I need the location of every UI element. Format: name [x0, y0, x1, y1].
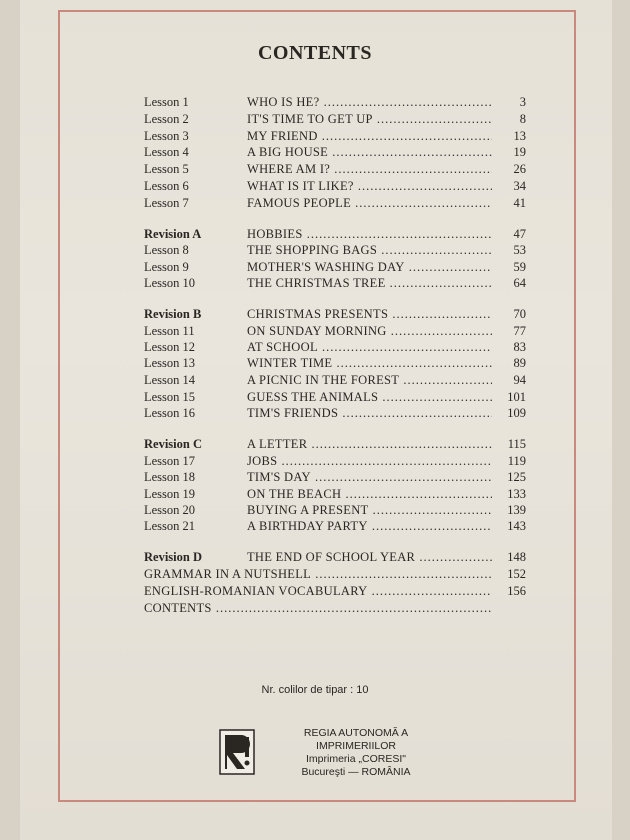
toc-entry-page: 70	[513, 307, 526, 321]
toc-entry	[0, 94, 630, 110]
toc-entry-page: 119	[507, 454, 526, 468]
toc-entry	[0, 111, 630, 127]
toc-entry-page: 53	[513, 243, 526, 257]
toc-entry-label: Lesson 15	[144, 390, 196, 404]
toc-entry	[0, 436, 630, 452]
toc-entry-title: TIM'S DAY .....	[247, 469, 492, 485]
toc-entry-label: Lesson 16	[144, 406, 196, 420]
toc-entry-page: 148	[507, 550, 526, 564]
toc-entry-title: BUYING A PRESENT .....	[247, 502, 492, 518]
toc-entry-page: 77	[513, 324, 526, 338]
toc-entry-title: THE CHRISTMAS TREE .....	[247, 275, 492, 291]
toc-entry	[0, 389, 630, 405]
toc-entry	[0, 486, 630, 502]
toc-entry-title: ON SUNDAY MORNING .....	[247, 323, 492, 339]
toc-entry	[0, 502, 630, 518]
toc-entry-page: 83	[513, 340, 526, 354]
toc-entry-label: Lesson 20	[144, 503, 196, 517]
toc-entry	[0, 242, 630, 258]
toc-entry	[0, 226, 630, 242]
toc-entry-label: Lesson 21	[144, 519, 196, 533]
toc-entry-title: GUESS THE ANIMALS .....	[247, 389, 492, 405]
toc-entry-title: TIM'S FRIENDS .....	[247, 405, 492, 421]
toc-entry	[0, 372, 630, 388]
toc-entry-label: Lesson 4	[144, 145, 189, 159]
toc-entry	[0, 339, 630, 355]
toc-entry-title: THE SHOPPING BAGS .....	[247, 242, 492, 258]
toc-entry	[0, 355, 630, 371]
toc-entry-page: 133	[507, 487, 526, 501]
toc-entry-label: Lesson 8	[144, 243, 189, 257]
toc-entry-page: 89	[513, 356, 526, 370]
toc-entry	[0, 453, 630, 469]
toc-entry-title: MOTHER'S WASHING DAY .....	[247, 259, 492, 275]
publisher-line: IMPRIMERIILOR	[316, 740, 396, 752]
toc-entry	[0, 583, 630, 599]
toc-entry-page: 64	[513, 276, 526, 290]
publisher-line: Imprimeria „CORESI"	[306, 753, 406, 765]
toc-entry-title: A LETTER .....	[247, 436, 492, 452]
publisher-line: Bucureşti — ROMÂNIA	[301, 766, 411, 778]
toc-entry-page: 41	[513, 196, 526, 210]
toc-entry-label: Lesson 7	[144, 196, 189, 210]
toc-entry-page: 47	[513, 227, 526, 241]
publisher-logo-icon	[219, 729, 255, 775]
toc-entry-title: JOBS .....	[247, 453, 492, 469]
toc-entry-label: Lesson 14	[144, 373, 196, 387]
toc-entry-page: 125	[507, 470, 526, 484]
toc-entry	[0, 161, 630, 177]
toc-entry-label: Revision C	[144, 437, 202, 451]
toc-entry-label: Lesson 18	[144, 470, 196, 484]
publisher-line: REGIA AUTONOMĂ A	[303, 727, 409, 739]
toc-entry	[0, 600, 630, 616]
toc-entry-page: 13	[513, 129, 526, 143]
toc-entry-title: GRAMMAR IN A NUTSHELL .....	[144, 566, 492, 582]
toc-entry-label: Lesson 5	[144, 162, 189, 176]
toc-entry-page: 3	[519, 95, 526, 109]
toc-entry	[0, 144, 630, 160]
toc-entry-label: Lesson 2	[144, 112, 189, 126]
toc-entry-label: Lesson 10	[144, 276, 196, 290]
toc-entry-page: 115	[507, 437, 526, 451]
toc-entry-page: 94	[513, 373, 526, 387]
publisher-info	[266, 727, 446, 779]
toc-entry-label: Lesson 17	[144, 454, 196, 468]
toc-entry-label: Lesson 3	[144, 129, 189, 143]
toc-entry	[0, 566, 630, 582]
toc-entry-page: 143	[507, 519, 526, 533]
toc-entry-title: A PICNIC IN THE FOREST .....	[247, 372, 492, 388]
toc-entry-title: ON THE BEACH .....	[247, 486, 492, 502]
toc-entry-title: FAMOUS PEOPLE .....	[247, 195, 492, 211]
toc-entry-label: Lesson 19	[144, 487, 196, 501]
toc-entry	[0, 306, 630, 322]
toc-entry-title: WINTER TIME .....	[247, 355, 492, 371]
toc-entry-page: 109	[507, 406, 526, 420]
toc-entry-label: Lesson 11	[144, 324, 195, 338]
toc-entry-label: Revision A	[144, 227, 202, 241]
toc-entry-title: WHERE AM I? .....	[247, 161, 492, 177]
toc-entry	[0, 518, 630, 534]
toc-entry-label: Lesson 12	[144, 340, 196, 354]
toc-entry-label: Lesson 13	[144, 356, 196, 370]
toc-entry	[0, 275, 630, 291]
toc-entry	[0, 405, 630, 421]
toc-entry-page: 8	[519, 112, 526, 126]
printing-sheets-note: Nr. colilor de tipar : 10	[261, 684, 369, 696]
toc-entry-page: 34	[513, 179, 526, 193]
toc-entry-title: A BIG HOUSE .....	[247, 144, 492, 160]
toc-entry-label: Revision D	[144, 550, 202, 564]
toc-entry-title: A BIRTHDAY PARTY .....	[247, 518, 492, 534]
toc-entry	[0, 259, 630, 275]
toc-entry-title: IT'S TIME TO GET UP .....	[247, 111, 492, 127]
toc-entry-title: WHO IS HE? .....	[247, 94, 492, 110]
toc-entry-page: 156	[507, 584, 526, 598]
toc-entry-title: AT SCHOOL .....	[247, 339, 492, 355]
toc-entry	[0, 178, 630, 194]
toc-entry-label: Lesson 9	[144, 260, 189, 274]
toc-entry-title: WHAT IS IT LIKE? .....	[247, 178, 492, 194]
toc-entry-title: MY FRIEND .....	[247, 128, 492, 144]
toc-entry-page: 152	[507, 567, 526, 581]
toc-entry-title: HOBBIES .....	[247, 226, 492, 242]
toc-entry	[0, 195, 630, 211]
toc-entry-page: 101	[507, 390, 526, 404]
toc-entry-label: Lesson 6	[144, 179, 189, 193]
toc-entry-title: CHRISTMAS PRESENTS .....	[247, 306, 492, 322]
toc-entry-label: Revision B	[144, 307, 202, 321]
toc-entry-page: 59	[513, 260, 526, 274]
toc-entry-label: Lesson 1	[144, 95, 189, 109]
toc-entry-page: 19	[513, 145, 526, 159]
toc-entry-page: 139	[507, 503, 526, 517]
toc-entry-title: ENGLISH-ROMANIAN VOCABULARY .....	[144, 583, 492, 599]
toc-entry	[0, 128, 630, 144]
toc-entry-page: 26	[513, 162, 526, 176]
toc-entry	[0, 469, 630, 485]
toc-entry-title: THE END OF SCHOOL YEAR .....	[247, 549, 492, 565]
page-title: CONTENTS	[257, 42, 373, 64]
toc-entry	[0, 549, 630, 565]
toc-entry-title: CONTENTS .....	[144, 600, 492, 616]
toc-entry	[0, 323, 630, 339]
